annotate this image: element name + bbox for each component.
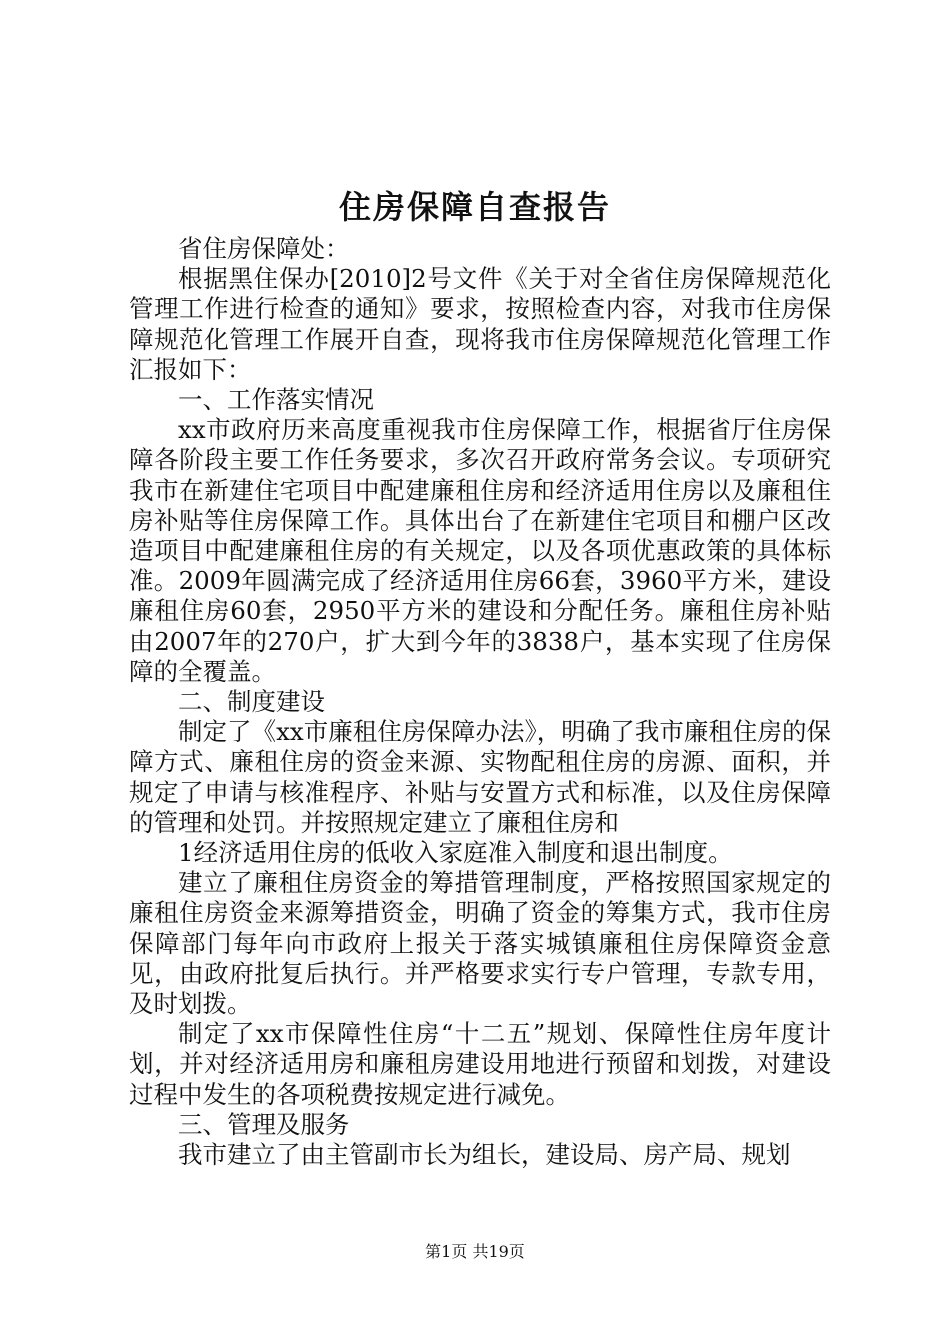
document-body	[129, 234, 831, 1170]
paragraph: 1经济适用住房的低收入家庭准入制度和退出制度。	[178, 838, 733, 868]
paragraph: 我市建立了由主管副市长为组长，建设局、房产局、规划	[178, 1140, 791, 1170]
section-heading: 二、制度建设	[178, 687, 325, 717]
paragraph: 制定了xx市保障性住房“十二五”规划、保障性住房年度计划，并对经济适用房和廉租房建设用地进行预留和划拨，对建设过程中发生的各项税费按规定进行减免。	[129, 1019, 831, 1109]
section-heading: 一、工作落实情况	[178, 385, 374, 415]
document-title: 住房保障自查报告	[338, 188, 611, 226]
paragraph: 根据黑住保办[2010]2号文件《关于对全省住房保障规范化管理工作进行检查的通知》要求，按照检查内容，对我市住房保障规范化管理工作展开自查，现将我市住房保障规范化管理工作汇报如下：	[129, 264, 831, 384]
section-heading: 三、管理及服务	[178, 1109, 350, 1139]
salutation: 省住房保障处：	[178, 234, 350, 263]
paragraph: 制定了《xx市廉租住房保障办法》，明确了我市廉租住房的保障方式、廉租住房的资金来源、实物配租住房的房源、面积，并规定了申请与核准程序、补贴与安置方式和标准，以及住房保障的管理和处罚。并按照规定建立了廉租住房和	[129, 717, 831, 837]
paragraph: xx市政府历来高度重视我市住房保障工作，根据省厅住房保障各阶段主要工作任务要求，多次召开政府常务会议。专项研究我市在新建住宅项目中配建廉租住房和经济适用住房以及廉租住房补贴等住房保障工作。具体出台了在新建住宅项目和棚户区改造项目中配建廉租住房的有关规定，以及各项优惠政策的具体标准。2009年圆满完成了经济适用住房66套，3960平方米，建设廉租住房60套，2950平方米的建设和分配任务。廉租住房补贴由2007年的270户，扩大到今年的3838户，基本实现了住房保障的全覆盖。	[129, 415, 831, 686]
page-footer: 第1页 共19页	[425, 1242, 525, 1261]
paragraph: 建立了廉租住房资金的筹措管理制度，严格按照国家规定的廉租住房资金来源筹措资金，明确了资金的筹集方式，我市住房保障部门每年向市政府上报关于落实城镇廉租住房保障资金意见，由政府批复后执行。并严格要求实行专户管理，专款专用，及时划拨。	[129, 868, 831, 1019]
